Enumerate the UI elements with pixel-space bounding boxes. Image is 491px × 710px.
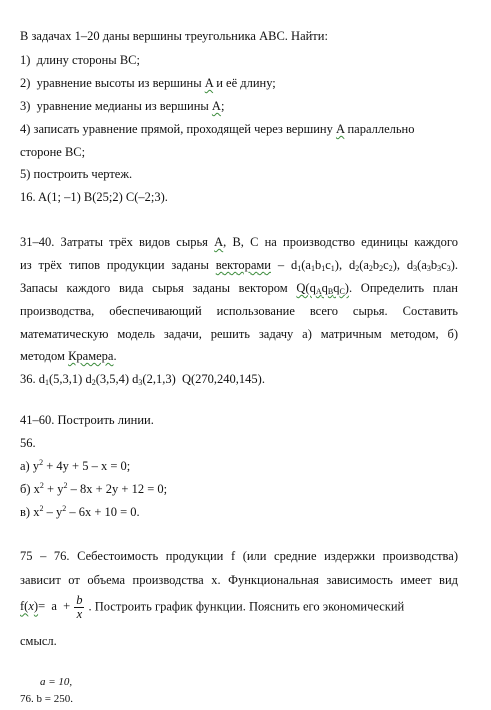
task2-line-3: Запасы каждого вида сырья заданы вектором $Q(q_Aq_Bq_C)$. Определить план [20, 281, 458, 296]
task2-line-6: методом Крамера. [20, 349, 117, 363]
fraction-numerator: b [76, 593, 83, 607]
task4-line-3 [20, 594, 458, 621]
task4-line-2: зависит от объема производства x. Функциональная зависимость имеет вид [20, 573, 458, 587]
task3-eq-a: а) $y^2 + 4y + 5 - x = 0$; [20, 458, 131, 473]
task3-intro: 41–60. Построить линии. [20, 413, 154, 427]
task4-line-1: 75 – 76. Себестоимость продукции f (или средние издержки производства) [20, 549, 458, 563]
task1-item-3: 3) уравнение медианы из вершины A; [20, 99, 225, 113]
task1-item-4a: 4) записать уравнение прямой, проходящей через вершину A параллельно [20, 122, 415, 136]
task1-item-2: 2) уравнение высоты из вершины A и её длину; [20, 76, 276, 90]
task2-line-4: производства, обеспечивающий использование всего сырья. Составить [20, 304, 458, 318]
task1-intro: В задачах 1–20 даны вершины треугольника ABC. Найти: [20, 29, 328, 43]
task2-variant: 36. $d_1(5,3,1)$ $d_2(3,5,4)$ $d_3(2,1,3)$ Q(270,240,145). [20, 372, 265, 387]
task1-item-5: 5) построить чертеж. [20, 167, 133, 181]
task3-eq-c: в) $x^2 - y^2 - 6x + 10 = 0$. [20, 504, 140, 519]
task4-line-4: смысл. [20, 634, 57, 648]
task3-number: 56. [20, 436, 36, 450]
task2-line-5: математическую модель задачи, решить задачу а) матричным методом, б) [20, 327, 458, 341]
task1-variant: 16. A(1; –1) B(25;2) C(–2;3). [20, 190, 168, 204]
task3-eq-b: б) $x^2 + y^2 - 8x + 2y + 12 = 0$; [20, 481, 168, 496]
fraction-denominator: x [76, 607, 83, 621]
task1-item-4b: стороне BC; [20, 145, 86, 159]
task4-line-3-text: . Построить график функции. Пояснить его экономический [88, 599, 405, 614]
task1-item-1: 1) длину стороны BC; [20, 53, 140, 67]
task4-param-b: 76. b = 250. [20, 693, 73, 705]
fraction-b-over-x [74, 594, 84, 621]
task4-param-a: a = 10, [40, 676, 73, 688]
task2-line-1: 31–40. Затраты трёх видов сырья A, B, C на производство единицы каждого [20, 235, 458, 249]
formula: f(x)= a + $\frac{b}{x}$ [20, 593, 83, 621]
task2-line-2: из трёх типов продукции заданы векторами – $d_1(a_1b_1c_1)$, $d_2(a_2b_2c_2)$, $d_3(a_3b_3c_3)$. [20, 258, 458, 273]
